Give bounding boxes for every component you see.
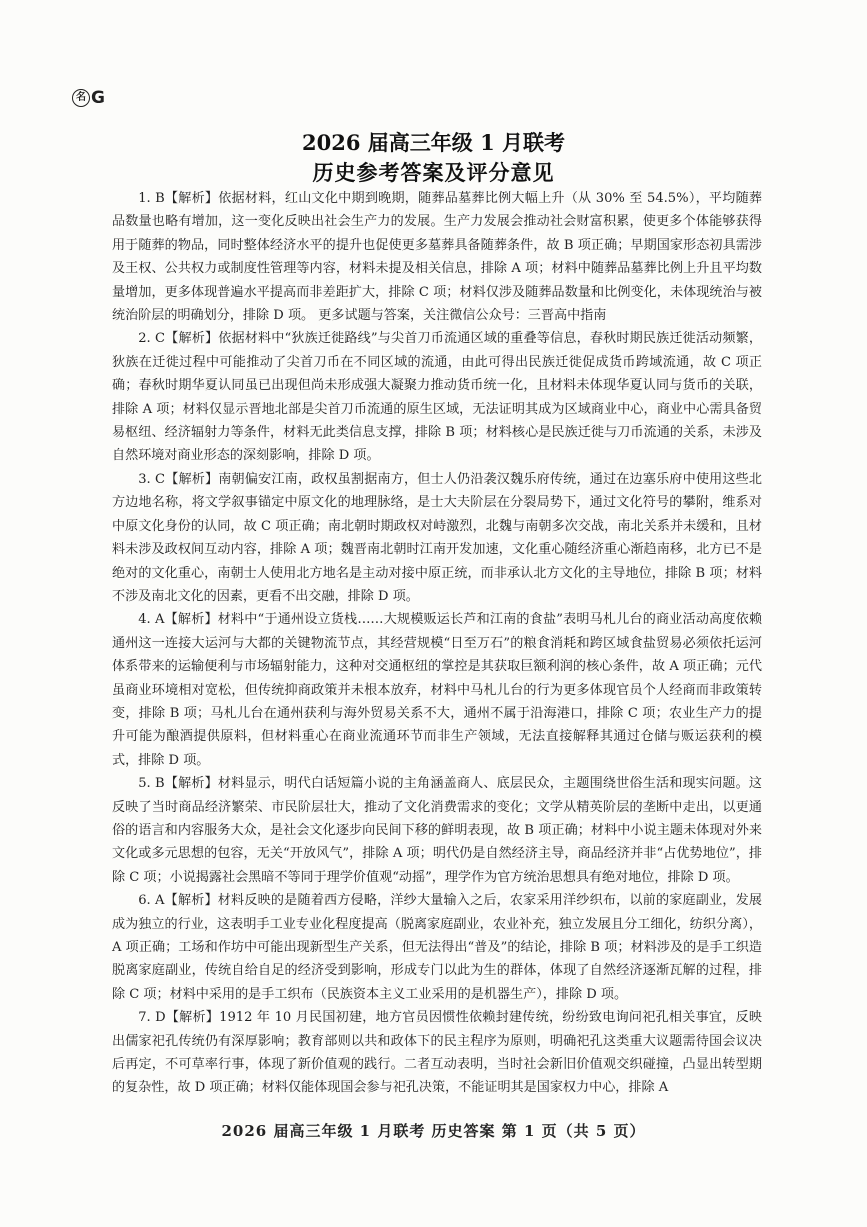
answer-list xyxy=(112,187,762,1100)
answer-item-6: 6. A【解析】材料反映的是随着西方侵略，洋纱大量输入之后，农家采用洋纱织布，以前的家庭副业，发展成为独立的行业，这表明手工业专业化程度提高（脱离家庭副业，农业补充，独立发展且分工细化，纺织分离），A 项正确；工场和作坊中可能出现新型生产关系，但无法得出“普及”的结论，排除 B 项；材料涉及的是手工织造脱离家庭副业，传统自给自足的经济受到影响，形成专门以此为生的群体，体现了自然经济逐渐瓦解的过程，排除 C 项；材料中采用的是手工织布（民族资本主义工业采用的是机器生产），排除 D 项。 xyxy=(112,893,762,1002)
publisher-logo xyxy=(72,88,105,108)
answer-item-5: 5. B【解析】材料显示，明代白话短篇小说的主角涵盖商人、底层民众，主题围绕世俗生活和现实问题。这反映了当时商品经济繁荣、市民阶层壮大，推动了文化消费需求的变化；文学从精英阶层的垄断中走出，以更通俗的语言和内容服务大众，是社会文化逐步向民间下移的鲜明表现，故 B 项正确；材料中小说主题未体现对外来文化或多元思想的包容，无关“开放风气”，排除 A 项；明代仍是自然经济主导，商品经济并非“占优势地位”，排除 C 项；小说揭露社会黑暗不等同于理学价值观“动摇”，理学作为官方统治思想具有绝对地位，排除 D 项。 xyxy=(112,776,762,885)
logo-circle-icon: 名 xyxy=(72,89,90,107)
exam-title: 2026 届高三年级 1 月联考 xyxy=(302,130,565,155)
document-subtitle: 历史参考答案及评分意见 xyxy=(312,160,555,185)
logo-letter: G xyxy=(91,88,105,108)
answer-item-3: 3. C【解析】南朝偏安江南，政权虽割据南方，但士人仍沿袭汉魏乐府传统，通过在边塞乐府中使用这些北方边地名称，将文学叙事锚定中原文化的地理脉络，是士大夫阶层在分裂局势下，通过文化符号的攀附，维系对中原文化身份的认同，故 C 项正确；南北朝时期政权对峙激烈，北魏与南朝多次交战，南北关系并未缓和，且材料未涉及政权间互动内容，排除 A 项；魏晋南北朝时江南开发加速，文化重心随经济重心渐趋南移，北方已不是绝对的文化重心，南朝士人使用北方地名是主动对接中原正统，而非承认北方文化的主导地位，排除 B 项；材料不涉及南北文化的因素，更看不出交融，排除 D 项。 xyxy=(112,471,762,604)
answer-item-7: 7. D【解析】1912 年 10 月民国初建，地方官员因惯性依赖封建传统，纷纷致电询问祀孔相关事宜，反映出儒家祀孔传统仍有深厚影响；教育部则以共和政体下的民主程序为原则，明确祀孔这类重大议题需待国会议决后再定，不可草率行事，体现了新价值观的践行。二者互动表明，当时社会新旧价值观交织碰撞，凸显出转型期的复杂性，故 D 项正确；材料仅能体现国会参与祀孔决策，不能证明其是国家权力中心，排除 A xyxy=(112,1010,762,1096)
page-footer: 2026 届高三年级 1 月联考 历史答案 第 1 页（共 5 页） xyxy=(221,1122,646,1140)
answer-item-2: 2. C【解析】依据材料中“狄族迁徙路线”与尖首刀币流通区域的重叠等信息，春秋时期民族迁徙活动频繁，狄族在迁徙过程中可能推动了尖首刀币在不同区域的流通，由此可得出民族迁徙促成货币跨域流通，故 C 项正确；春秋时期华夏认同虽已出现但尚未形成强大凝聚力推动货币统一化，且材料未体现华夏认同与货币的关联，排除 A 项；材料仅显示晋地北部是尖首刀币流通的原生区域，无法证明其成为区域商业中心，商业中心需具备贸易枢纽、经济辐射力等条件，材料无此类信息支撑，排除 B 项；材料核心是民族迁徙与刀币流通的关系，未涉及自然环境对商业形态的深刻影响，排除 D 项。 xyxy=(112,331,762,464)
answer-item-4: 4. A【解析】材料中“于通州设立货栈……大规模贩运长芦和江南的食盐”表明马札儿台的商业活动高度依赖通州这一连接大运河与大都的关键物流节点，其经营规模“日至万石”的粮食消耗和跨区域食盐贸易必须依托运河体系带来的运输便利与市场辐射能力，这种对交通枢纽的掌控是其获取巨额利润的核心条件，故 A 项正确；元代虽商业环境相对宽松，但传统抑商政策并未根本放弃，材料中马札儿台的行为更多体现官员个人经商而非政策转变，排除 B 项；马札儿台在通州获利与海外贸易关系不大，通州不属于沿海港口，排除 C 项；农业生产力的提升可能为酿酒提供原料，但材料重心在商业流通环节而非生产领域，无法直接解释其通过仓储与贩运获利的模式，排除 D 项。 xyxy=(112,612,762,768)
answer-item-1: 1. B【解析】依据材料，红山文化中期到晚期，随葬品墓葬比例大幅上升（从 30% 至 54.5%），平均随葬品数量也略有增加，这一变化反映出社会生产力的发展。生产力发展会推动社会财富积累，使更多个体能够获得用于随葬的物品，同时整体经济水平的提升也促使更多墓葬具备随葬条件，故 B 项正确；早期国家形态初具需涉及王权、公共权力或制度性管理等内容，材料未提及相关信息，排除 A 项；材料中随葬品墓葬比例上升且平均数量增加，更多体现普遍水平提高而非差距扩大，排除 C 项；材料仅涉及随葬品数量和比例变化，未体现统治与被统治阶层的明确划分，排除 D 项。 更多试题与答案，关注微信公众号：三晋高中指南 xyxy=(112,191,762,324)
